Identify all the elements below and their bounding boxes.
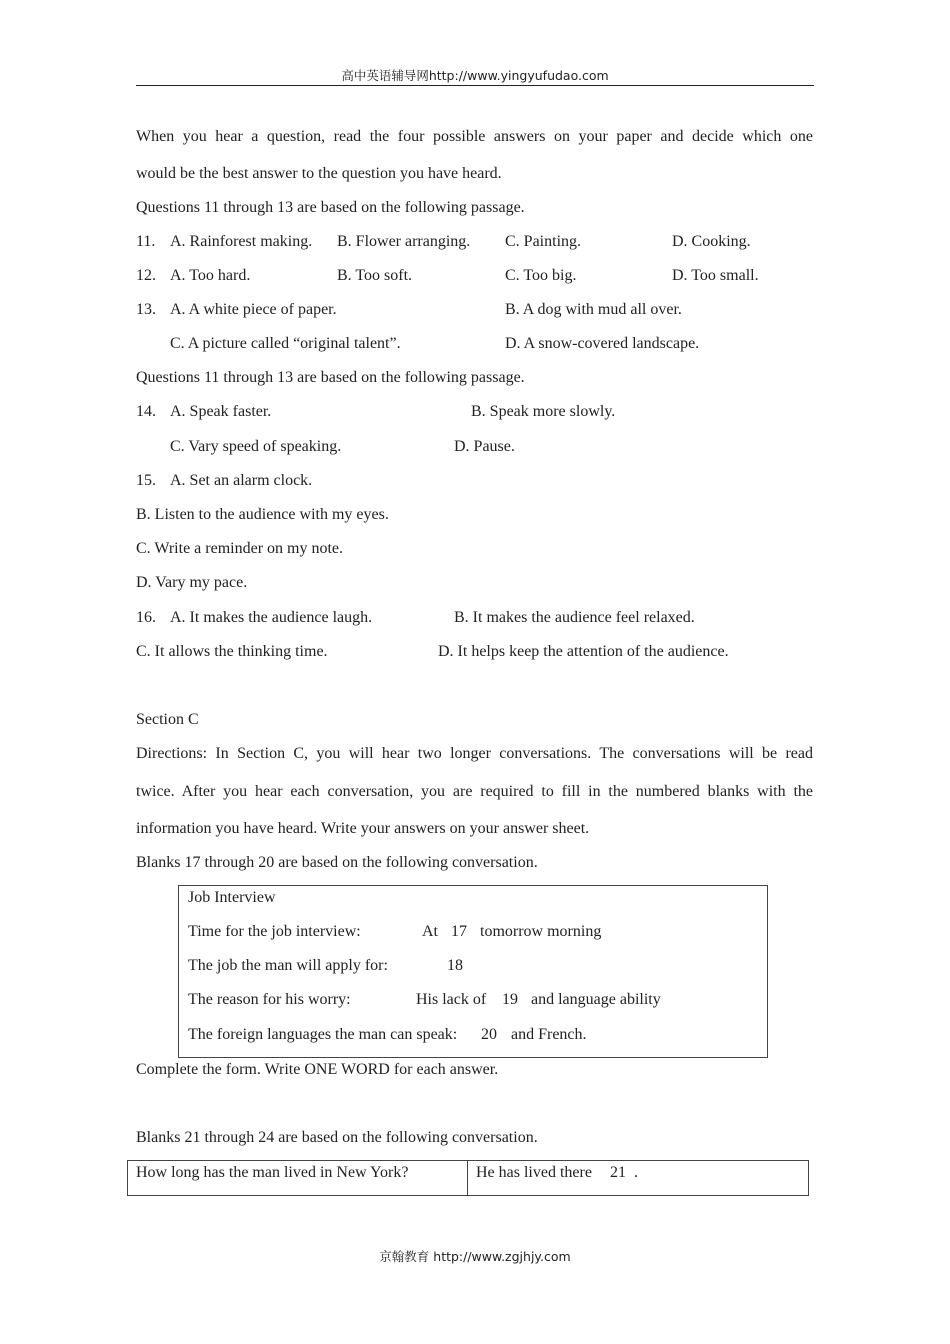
form-text: and language ability	[531, 991, 661, 1008]
blank-21[interactable]: 21	[610, 1164, 626, 1181]
section-c-directions-line-3: information you have heard. Write your answers on your answer sheet.	[136, 820, 590, 837]
option-c: C. A picture called “original talent”.	[170, 335, 401, 352]
question-number: 12.	[136, 267, 156, 284]
section-c-title: Section C	[136, 711, 199, 728]
form-title: Job Interview	[188, 889, 276, 906]
section-c-directions-line-1: Directions: In Section C, you will hear two longer conversations. The conversations will be read	[136, 745, 813, 762]
intro-line-1: When you hear a question, read the four possible answers on your paper and decide which one	[136, 128, 813, 145]
option-d: D. Too small.	[672, 267, 759, 284]
footer-org-url[interactable]: http://www.zgjhjy.com	[433, 1249, 571, 1264]
table-column-divider	[467, 1161, 468, 1195]
option-d: D. It helps keep the attention of the audience.	[438, 643, 729, 660]
option-d: D. A snow-covered landscape.	[505, 335, 700, 352]
option-b: B. Too soft.	[337, 267, 413, 284]
blank-19[interactable]: 19	[502, 991, 518, 1008]
question-number: 14.	[136, 403, 156, 420]
option-b: B. It makes the audience feel relaxed.	[454, 609, 695, 626]
form-label: The reason for his worry:	[188, 991, 351, 1008]
option-a: A. It makes the audience laugh.	[170, 609, 373, 626]
form-label: Time for the job interview:	[188, 923, 361, 940]
question-number: 13.	[136, 301, 156, 318]
page-header	[0, 66, 950, 84]
option-b: B. A dog with mud all over.	[505, 301, 682, 318]
header-site-name: 高中英语辅导网	[341, 68, 429, 83]
option-a: A. Set an alarm clock.	[170, 472, 313, 489]
answer-punctuation: .	[634, 1164, 638, 1181]
blank-17[interactable]: 17	[451, 923, 467, 940]
intro-line-2: would be the best answer to the question you have heard.	[136, 165, 502, 182]
group-b-title: Questions 11 through 13 are based on the following passage.	[136, 369, 525, 386]
footer-org-name: 京翰教育	[379, 1249, 430, 1264]
header-divider	[136, 85, 814, 86]
option-c: C. Write a reminder on my note.	[136, 540, 344, 557]
option-d: D. Cooking.	[672, 233, 751, 250]
option-d: D. Pause.	[454, 438, 515, 455]
question-number: 16.	[136, 609, 156, 626]
blank-18[interactable]: 18	[447, 957, 463, 974]
option-c: C. Too big.	[505, 267, 577, 284]
form-note: Complete the form. Write ONE WORD for each answer.	[136, 1061, 499, 1078]
header-site-url[interactable]: http://www.yingyufudao.com	[428, 68, 609, 83]
table-question-cell: How long has the man lived in New York?	[136, 1164, 409, 1181]
question-number: 11.	[136, 233, 156, 250]
blanks-21-24-title: Blanks 21 through 24 are based on the following conversation.	[136, 1129, 538, 1146]
answer-text: He has lived there	[476, 1164, 592, 1181]
page-footer	[0, 1247, 950, 1265]
form-text: and French.	[511, 1026, 587, 1043]
group-a-title: Questions 11 through 13 are based on the following passage.	[136, 199, 525, 216]
form-text: tomorrow morning	[480, 923, 602, 940]
option-a: A. Rainforest making.	[170, 233, 313, 250]
option-c: C. It allows the thinking time.	[136, 643, 328, 660]
option-d: D. Vary my pace.	[136, 574, 248, 591]
section-c-directions-line-2: twice. After you hear each conversation, you are required to fill in the numbered blanks with the	[136, 783, 813, 800]
form-text: At	[422, 923, 438, 940]
form-text: His lack of	[416, 991, 487, 1008]
form-label: The foreign languages the man can speak:	[188, 1026, 458, 1043]
question-number: 15.	[136, 472, 156, 489]
option-a: A. Speak faster.	[170, 403, 272, 420]
option-a: A. A white piece of paper.	[170, 301, 337, 318]
option-b: B. Flower arranging.	[337, 233, 471, 250]
option-a: A. Too hard.	[170, 267, 251, 284]
option-c: C. Painting.	[505, 233, 582, 250]
blanks-17-20-title: Blanks 17 through 20 are based on the following conversation.	[136, 854, 538, 871]
form-label: The job the man will apply for:	[188, 957, 388, 974]
option-c: C. Vary speed of speaking.	[170, 438, 342, 455]
option-b: B. Listen to the audience with my eyes.	[136, 506, 389, 523]
option-b: B. Speak more slowly.	[471, 403, 616, 420]
blank-20[interactable]: 20	[481, 1026, 497, 1043]
